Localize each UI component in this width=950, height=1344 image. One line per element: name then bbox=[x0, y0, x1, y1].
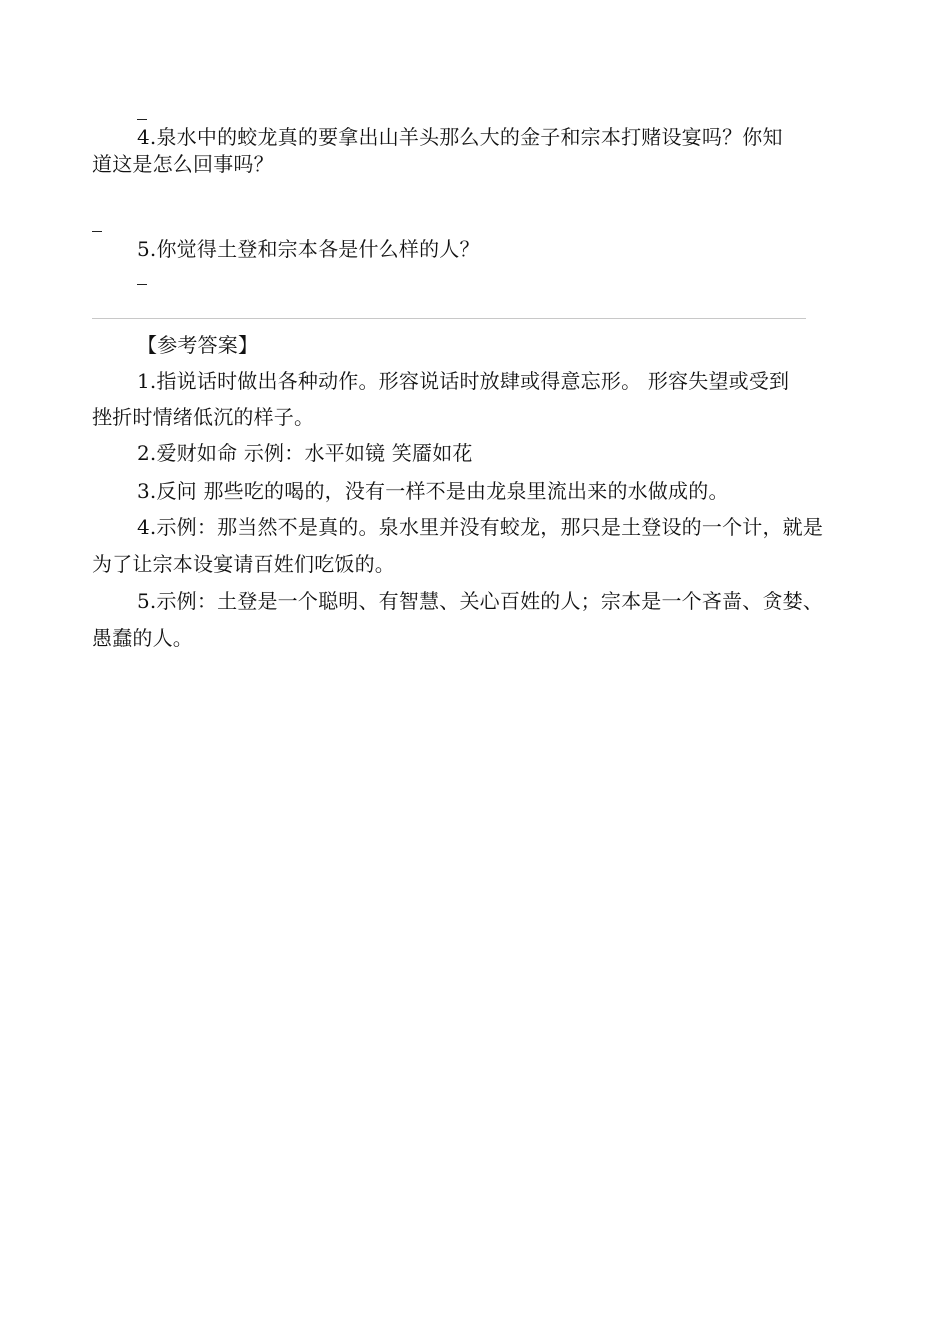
section-divider bbox=[92, 318, 806, 319]
answer-blank-dash bbox=[92, 231, 102, 232]
answer-3: 3.反问 那些吃的喝的，没有一样不是由龙泉里流出来的水做成的。 bbox=[137, 479, 729, 503]
question-5: 5.你觉得土登和宗本各是什么样的人？ bbox=[137, 237, 480, 261]
answer-4-line-1: 4.示例：那当然不是真的。泉水里并没有蛟龙，那只是土登设的一个计，就是 bbox=[137, 515, 824, 539]
answer-2: 2.爱财如命 示例：水平如镜 笑靥如花 bbox=[137, 441, 473, 465]
answer-5-line-2: 愚蠢的人。 bbox=[92, 626, 193, 650]
answer-blank-dash bbox=[137, 284, 147, 285]
answers-heading: 【参考答案】 bbox=[137, 333, 259, 357]
question-4-line-1: 4.泉水中的蛟龙真的要拿出山羊头那么大的金子和宗本打赌设宴吗？你知 bbox=[137, 125, 783, 149]
answer-4-line-2: 为了让宗本设宴请百姓们吃饭的。 bbox=[92, 552, 395, 576]
question-4-line-2: 道这是怎么回事吗？ bbox=[92, 152, 274, 176]
answer-1-line-1: 1.指说话时做出各种动作。形容说话时放肆或得意忘形。 形容失望或受到 bbox=[137, 369, 790, 393]
answer-1-line-2: 挫折时情绪低沉的样子。 bbox=[92, 405, 315, 429]
answer-5-line-1: 5.示例：土登是一个聪明、有智慧、关心百姓的人；宗本是一个吝啬、贪婪、 bbox=[137, 589, 824, 613]
answer-blank-dash bbox=[137, 119, 147, 120]
